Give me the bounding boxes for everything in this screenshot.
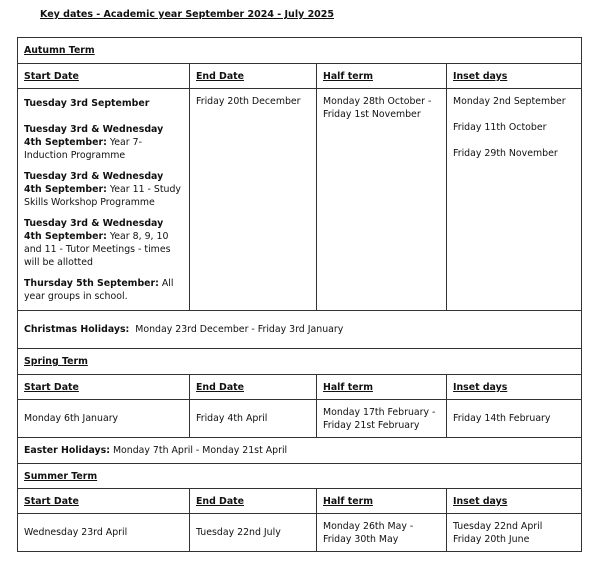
inset-day: Tuesday 22nd April	[453, 520, 543, 532]
start-date-entry-date: Thursday 5th September:	[24, 278, 159, 289]
inset-day: Friday 11th October	[453, 122, 547, 133]
autumn-half-term: Monday 28th October - Friday 1st November	[323, 96, 432, 120]
spring-dates-row	[18, 400, 582, 438]
autumn-dates-row	[18, 89, 582, 311]
start-date-entry	[24, 123, 183, 162]
inset-days-header: Inset days	[453, 381, 508, 393]
end-date-header: End Date	[196, 381, 245, 393]
summer-start-date: Wednesday 23rd April	[24, 527, 128, 538]
start-date-entry-detail: Year 7- Induction Programme	[24, 137, 142, 161]
summer-dates-row	[18, 514, 582, 552]
summer-end-date: Tuesday 22nd July	[196, 527, 281, 538]
christmas-holidays-row	[18, 311, 582, 349]
end-date-header: End Date	[196, 495, 245, 507]
easter-holidays-label: Easter Holidays:	[24, 445, 110, 456]
page-title: Key dates - Academic year September 2024 - July 2025	[40, 9, 335, 20]
start-date-entry-date: Tuesday 3rd & Wednesday 4th September:	[24, 218, 164, 242]
summer-half-term: Monday 26th May - Friday 30th May	[323, 520, 414, 545]
spring-column-header-row	[18, 375, 582, 400]
summer-column-header-row	[18, 489, 582, 514]
start-date-entry-detail: All year groups in school.	[24, 278, 174, 302]
start-date-entry-date: Tuesday 3rd & Wednesday 4th September:	[24, 171, 164, 195]
inset-days-header: Inset days	[453, 495, 508, 507]
start-date-header: Start Date	[24, 495, 79, 507]
start-date-entry	[24, 277, 183, 303]
start-date-entry-date: Tuesday 3rd & Wednesday 4th September:	[24, 124, 164, 148]
half-term-header: Half term	[323, 70, 373, 82]
end-date-header: End Date	[196, 70, 245, 82]
summer-start-cell	[18, 514, 190, 552]
inset-day: Friday 14th February	[453, 413, 551, 424]
spring-inset-cell	[447, 400, 582, 438]
easter-holidays-dates: Monday 7th April - Monday 21st April	[112, 445, 288, 456]
inset-day: Friday 20th June	[453, 533, 530, 545]
half-term-header: Half term	[323, 495, 373, 507]
christmas-holidays-dates: Monday 23rd December - Friday 3rd January	[135, 324, 344, 335]
summer-half-term-cell	[317, 514, 447, 552]
autumn-half-term-cell	[317, 89, 447, 311]
autumn-end-date: Friday 20th December	[196, 96, 301, 107]
spring-inset-list	[453, 412, 575, 425]
summer-end-cell	[190, 514, 317, 552]
autumn-column-header-row	[18, 64, 582, 89]
spring-end-date: Friday 4th April	[196, 413, 268, 424]
inset-day: Monday 2nd September	[453, 96, 566, 107]
start-date-entry-date: Tuesday 3rd September	[24, 98, 150, 109]
spring-start-cell	[18, 400, 190, 438]
autumn-term-heading-row	[18, 38, 582, 64]
start-date-entry	[24, 97, 183, 110]
autumn-term-heading: Autumn Term	[24, 45, 95, 56]
spring-term-heading: Spring Term	[24, 356, 88, 367]
autumn-inset-cell	[447, 89, 582, 311]
easter-holidays-row	[18, 438, 582, 464]
half-term-header: Half term	[323, 381, 373, 393]
christmas-holidays-label: Christmas Holidays:	[24, 324, 130, 335]
key-dates-table	[17, 37, 582, 552]
summer-inset-list	[453, 520, 575, 546]
start-date-entry-detail: Year 8, 9, 10 and 11 - Tutor Meetings - times will be allotted	[24, 231, 171, 268]
spring-term-heading-row	[18, 349, 582, 375]
start-date-entry	[24, 217, 183, 269]
autumn-end-cell	[190, 89, 317, 311]
start-date-header: Start Date	[24, 381, 79, 393]
summer-term-heading: Summer Term	[24, 470, 98, 482]
inset-days-header: Inset days	[453, 70, 508, 82]
start-date-entry	[24, 170, 183, 209]
summer-term-heading-row	[18, 464, 582, 489]
autumn-inset-list	[453, 95, 575, 160]
autumn-start-cell	[18, 89, 190, 311]
inset-day: Friday 29th November	[453, 148, 558, 159]
start-date-header: Start Date	[24, 70, 79, 82]
spring-half-term: Monday 17th February - Friday 21st February	[323, 406, 436, 431]
start-date-entry-detail: Year 11 - Study Skills Workshop Programme	[24, 184, 181, 208]
autumn-start-list	[24, 97, 183, 303]
summer-inset-cell	[447, 514, 582, 552]
spring-start-date: Monday 6th January	[24, 413, 119, 424]
spring-end-cell	[190, 400, 317, 438]
spring-half-term-cell	[317, 400, 447, 438]
